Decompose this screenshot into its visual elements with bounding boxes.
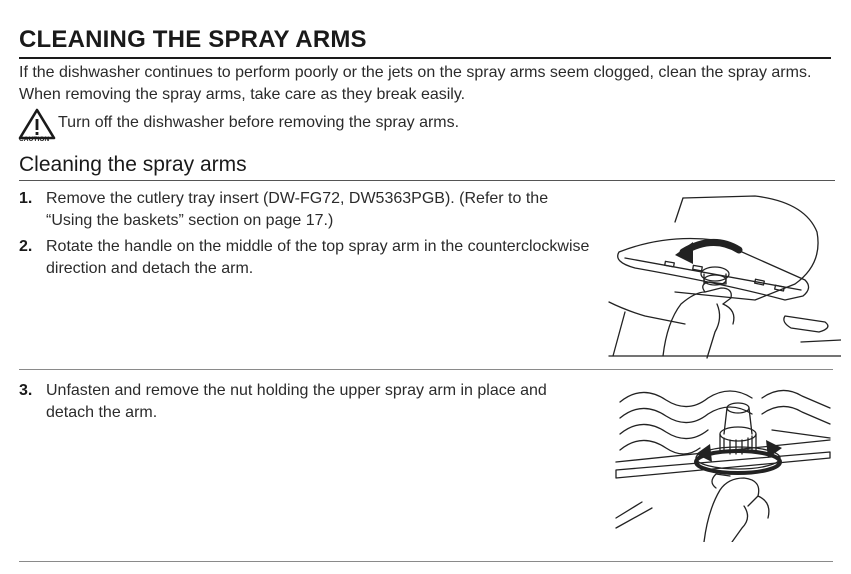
spray-arm-nut-illustration	[612, 378, 834, 542]
step-separator	[19, 561, 833, 562]
step-number: 1.	[19, 190, 33, 207]
step-number: 2.	[19, 238, 33, 255]
subtitle-divider	[19, 180, 835, 181]
step-separator	[19, 369, 833, 370]
step-3	[19, 380, 594, 424]
step-2	[19, 236, 594, 280]
page-title: CLEANING THE SPRAY ARMS	[19, 26, 367, 53]
step-text: Unfasten and remove the nut holding the upper spray arm in place and detach the arm.	[46, 382, 547, 421]
step-text: Rotate the handle on the middle of the top spray arm in the counterclockwise direction and detach the arm.	[46, 238, 590, 277]
caution-label: CAUTION	[19, 136, 50, 143]
step-number: 3.	[19, 382, 33, 399]
intro-paragraph: If the dishwasher continues to perform poorly or the jets on the spray arms seem clogged, clean the spray arms. When removing the spray arms, take care as they break easily.	[19, 64, 812, 103]
title-divider	[19, 57, 831, 59]
step-1	[19, 188, 594, 232]
section-subtitle: Cleaning the spray arms	[19, 153, 247, 176]
step-text: Remove the cutlery tray insert (DW-FG72, DW5363PGB). (Refer to the “Using the baskets” section on page 17.)	[46, 190, 549, 229]
caution-text: Turn off the dishwasher before removing the spray arms.	[58, 114, 460, 131]
spray-arm-rotate-illustration	[605, 192, 841, 362]
